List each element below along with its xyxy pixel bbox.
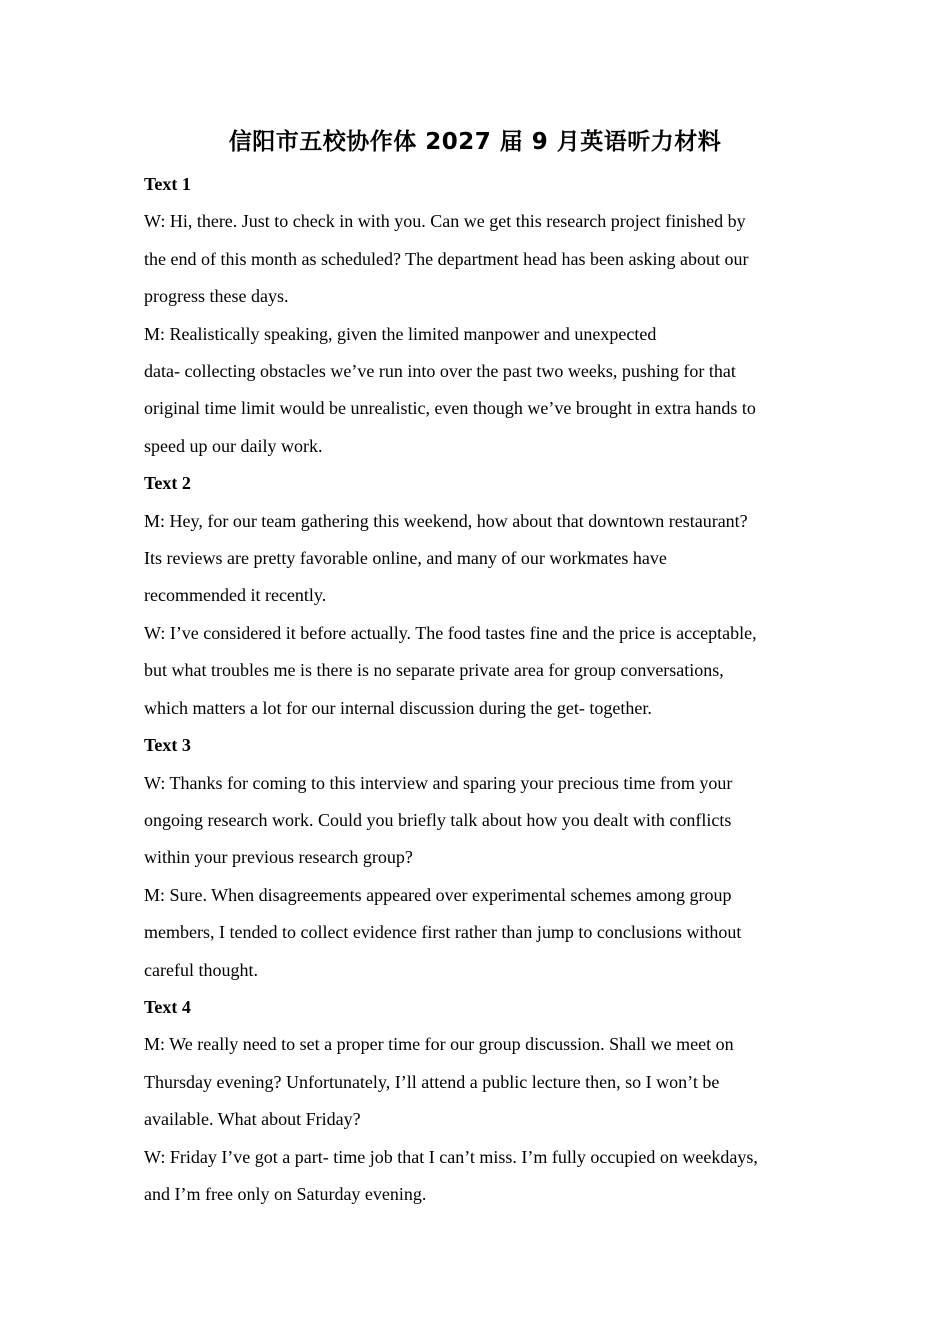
dialogue-line: speed up our daily work. [144, 435, 323, 456]
dialogue-line: M: We really need to set a proper time for our group discussion. Shall we meet on [144, 1034, 734, 1055]
dialogue-line: W: I’ve considered it before actually. The food tastes fine and the price is acceptable, [144, 622, 757, 643]
dialogue-line: available. What about Friday? [144, 1109, 361, 1130]
dialogue-line: which matters a lot for our internal discussion during the get- together. [144, 697, 652, 718]
dialogue-line: careful thought. [144, 959, 258, 980]
dialogue-line: W: Friday I’ve got a part- time job that I can’t miss. I’m fully occupied on weekdays, [144, 1146, 758, 1167]
section-heading: Text 1 [144, 174, 191, 194]
dialogue-paragraph [144, 503, 814, 615]
dialogue-paragraph [144, 765, 814, 877]
dialogue-line: data- collecting obstacles we’ve run into over the past two weeks, pushing for that [144, 361, 736, 382]
dialogue-line: the end of this month as scheduled? The department head has been asking about our [144, 248, 749, 269]
dialogue-line: within your previous research group? [144, 847, 413, 868]
dialogue-line: ongoing research work. Could you briefly talk about how you dealt with conflicts [144, 809, 732, 830]
dialogue-line: M: Realistically speaking, given the limited manpower and unexpected [144, 323, 657, 344]
dialogue-line: W: Thanks for coming to this interview and sparing your precious time from your [144, 772, 733, 793]
section-heading: Text 4 [144, 996, 191, 1017]
document-title: 信阳市五校协作体 2027 届 9 月英语听力材料 [228, 129, 722, 155]
dialogue-paragraph [144, 877, 814, 989]
dialogue-paragraph [144, 1139, 814, 1214]
dialogue-line: M: Sure. When disagreements appeared over experimental schemes among group [144, 884, 732, 905]
dialogue-line: Thursday evening? Unfortunately, I’ll attend a public lecture then, so I won’t be [144, 1071, 720, 1092]
document-body [144, 166, 814, 1213]
dialogue-line: progress these days. [144, 286, 289, 307]
dialogue-line: W: Hi, there. Just to check in with you. Can we get this research project finished by [144, 211, 746, 232]
dialogue-paragraph [144, 203, 814, 315]
dialogue-line: original time limit would be unrealistic, even though we’ve brought in extra hands to [144, 398, 756, 419]
dialogue-line: M: Hey, for our team gathering this weekend, how about that downtown restaurant? [144, 510, 748, 531]
dialogue-line: but what troubles me is there is no separate private area for group conversations, [144, 660, 724, 681]
dialogue-paragraph [144, 316, 814, 466]
dialogue-paragraph [144, 615, 814, 727]
section-heading: Text 2 [144, 473, 191, 494]
section-heading: Text 3 [144, 735, 191, 756]
dialogue-line: recommended it recently. [144, 585, 327, 606]
dialogue-line: members, I tended to collect evidence first rather than jump to conclusions without [144, 922, 742, 943]
dialogue-line: and I’m free only on Saturday evening. [144, 1183, 427, 1204]
dialogue-paragraph [144, 1026, 814, 1138]
dialogue-line: Its reviews are pretty favorable online, and many of our workmates have [144, 548, 667, 569]
